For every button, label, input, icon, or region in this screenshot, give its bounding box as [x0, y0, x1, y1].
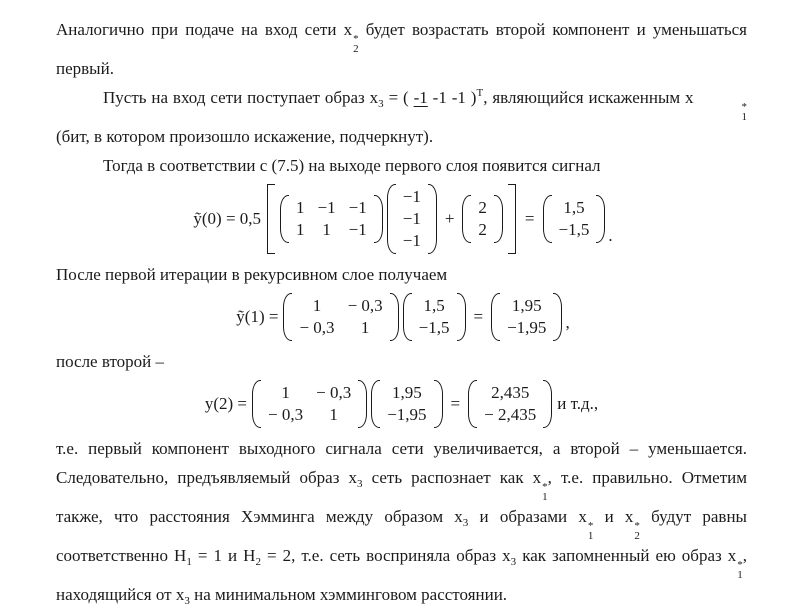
- text-run: как запомненный ею образ: [516, 546, 728, 565]
- operator: +: [444, 208, 455, 228]
- text-run: и образами: [468, 507, 579, 526]
- subscript: 3: [510, 556, 517, 568]
- matrix-cell: 1,95: [511, 296, 542, 315]
- text-run: = 2, т.е. сеть восприняла образ: [260, 546, 503, 565]
- matrix-cell: − 2,435: [484, 405, 537, 424]
- paren-left: [280, 195, 289, 243]
- paren-right: [494, 195, 503, 243]
- matrix: [543, 195, 606, 243]
- text-run: Тогда в соответствии с (7.5) на выходе первого слоя появится сигнал: [103, 156, 601, 175]
- matrix: [491, 293, 562, 341]
- matrix-cell: 2: [478, 198, 487, 217]
- superscript: *: [353, 33, 359, 45]
- matrix-cell: 1,5: [563, 198, 585, 217]
- matrix: [371, 380, 442, 428]
- paren-left: [403, 293, 412, 341]
- matrix-grid: [261, 380, 358, 428]
- paren-left: [462, 195, 471, 243]
- matrix-cell: −1: [348, 198, 367, 217]
- paragraph-second-iteration: [56, 347, 747, 376]
- superscript: *: [741, 101, 748, 113]
- matrix-cell: −1,95: [507, 318, 547, 337]
- matrix-cell: 2: [478, 220, 487, 239]
- superscript: *: [587, 520, 594, 532]
- text-run: -1 -1 ): [427, 88, 477, 107]
- superscript: *: [634, 520, 640, 532]
- text-run: (бит, в котором произошло искажение, подчеркнут).: [56, 127, 434, 146]
- matrix-cell: 2,435: [491, 383, 530, 402]
- text-run: = 1 и: [191, 546, 244, 565]
- formula-text: и т.д.,: [557, 393, 599, 413]
- matrix-grid: [289, 195, 374, 243]
- matrix: [468, 380, 552, 428]
- paren-right: [457, 293, 466, 341]
- matrix-grid: [396, 184, 428, 254]
- subscript: 1: [741, 111, 748, 123]
- symbol-base: x: [624, 507, 634, 526]
- text-run: будет возрастать второй компонент и уменьшаться первый.: [56, 20, 747, 78]
- symbol-base: x: [532, 468, 542, 487]
- paren-right: [374, 195, 383, 243]
- subscript: 3: [184, 595, 190, 607]
- underlined-text: -1: [413, 88, 428, 107]
- matrix-cell: −1: [402, 231, 421, 250]
- matrix-cell: − 0,3: [268, 405, 304, 424]
- text-run: , являющийся искаженным: [483, 88, 686, 107]
- square-bracket-open: [267, 184, 275, 254]
- sub-sup-stack: [695, 102, 748, 122]
- formula-y2: [56, 380, 747, 428]
- subscript: 1: [737, 569, 743, 581]
- matrix-cell: −1,95: [387, 405, 427, 424]
- matrix-cell: − 0,3: [316, 383, 352, 402]
- matrix-cell: −1: [348, 220, 367, 239]
- paragraph-intro: [56, 15, 747, 83]
- matrix-cell: 1: [296, 198, 305, 217]
- text-run: после второй –: [56, 352, 165, 371]
- symbol-base: x: [369, 88, 379, 107]
- text-run: , находящийся от: [56, 546, 747, 604]
- matrix-cell: −1,5: [418, 318, 450, 337]
- text-run: , т.е. правильно. Отметим также, что расстояния Хэмминга между образом: [56, 468, 748, 526]
- paren-left: [491, 293, 500, 341]
- symbol-base: x: [685, 88, 694, 107]
- matrix-cell: 1,5: [423, 296, 445, 315]
- subscript: 1: [186, 556, 192, 568]
- matrix-cell: 1: [296, 220, 305, 239]
- formula-text: y(2) =: [204, 393, 248, 413]
- superscript: *: [542, 481, 548, 493]
- text-run: После первой итерации в рекурсивном слое получаем: [56, 265, 448, 284]
- matrix-grid: [500, 293, 553, 341]
- text-run: = (: [383, 88, 414, 107]
- text-run: Аналогично при подаче на вход сети: [56, 20, 344, 39]
- square-bracket-close: [508, 184, 516, 254]
- text-run: Пусть на вход сети поступает образ: [103, 88, 370, 107]
- matrix-cell: −1: [317, 198, 336, 217]
- paren-right: [358, 380, 367, 428]
- text-run: т.е. первый компонент выходного сигнала сети увеличивается, а второй – уменьшается. Следовательно, предъявляемый образ: [56, 439, 747, 487]
- matrix-grid: [412, 293, 457, 341]
- formula-y0: [56, 184, 747, 254]
- paren-right: [543, 380, 552, 428]
- matrix-cell: 1: [322, 220, 331, 239]
- symbol-base: x: [348, 468, 358, 487]
- matrix-cell: 1: [281, 383, 290, 402]
- paren-left: [252, 380, 261, 428]
- paragraph-first-iteration: [56, 260, 747, 289]
- symbol-base: x: [175, 585, 185, 604]
- matrix-grid: [471, 195, 494, 243]
- matrix-cell: −1: [402, 187, 421, 206]
- trailing-punctuation: .: [608, 225, 613, 245]
- matrix-cell: 1,95: [392, 383, 422, 402]
- matrix-cell: − 0,3: [347, 296, 383, 315]
- matrix: [283, 293, 398, 341]
- paren-left: [468, 380, 477, 428]
- symbol-base: x: [727, 546, 737, 565]
- symbol-base: x: [578, 507, 587, 526]
- matrix-cell: − 0,3: [299, 318, 335, 337]
- operator: =: [473, 306, 484, 326]
- subscript: 3: [378, 98, 384, 110]
- subscript: 3: [462, 517, 469, 529]
- matrix: [252, 380, 367, 428]
- paragraph-conclusion: [56, 434, 747, 609]
- formula-text: ỹ(1) =: [236, 306, 279, 326]
- formula-y1: [56, 293, 747, 341]
- matrix: [462, 195, 503, 243]
- paren-left: [387, 184, 396, 254]
- matrix-cell: −1: [402, 209, 421, 228]
- subscript: 2: [353, 43, 359, 55]
- matrix-grid: [292, 293, 389, 341]
- symbol-base: H: [243, 546, 256, 565]
- subscript: 1: [542, 491, 548, 503]
- symbol-base: H: [174, 546, 187, 565]
- matrix-cell: 1: [360, 318, 370, 337]
- paren-left: [371, 380, 380, 428]
- matrix-cell: 1: [329, 405, 338, 424]
- symbol-base: x: [454, 507, 463, 526]
- paragraph-input-image: [56, 83, 747, 151]
- text-run: и: [593, 507, 625, 526]
- paren-left: [543, 195, 552, 243]
- paren-right: [390, 293, 399, 341]
- paren-right: [434, 380, 443, 428]
- text-run: будут равны соответственно: [56, 507, 747, 565]
- paren-right: [553, 293, 562, 341]
- matrix: [280, 195, 383, 243]
- matrix-grid: [477, 380, 543, 428]
- paren-right: [428, 184, 437, 254]
- matrix-grid: [380, 380, 433, 428]
- matrix-cell: 1: [312, 296, 322, 315]
- trailing-punctuation: ,: [565, 312, 570, 332]
- paren-left: [283, 293, 292, 341]
- superscript: T: [476, 87, 484, 99]
- paren-right: [596, 195, 605, 243]
- operator: =: [524, 208, 535, 228]
- formula-text: ỹ(0) = 0,5: [193, 208, 262, 228]
- matrix: [387, 184, 437, 254]
- text-run: сеть распознает как: [362, 468, 533, 487]
- superscript: *: [737, 559, 743, 571]
- symbol-base: x: [343, 20, 353, 39]
- operator: =: [450, 393, 461, 413]
- subscript: 3: [357, 478, 363, 490]
- subscript: 1: [587, 530, 594, 542]
- matrix: [403, 293, 466, 341]
- subscript: 2: [634, 530, 640, 542]
- matrix-grid: [552, 195, 597, 243]
- paragraph-first-layer: [56, 151, 747, 180]
- subscript: 2: [255, 556, 261, 568]
- text-run: на минимальном хэмминговом расстоянии.: [189, 585, 508, 604]
- matrix-cell: −1,5: [558, 220, 590, 239]
- symbol-base: x: [502, 546, 511, 565]
